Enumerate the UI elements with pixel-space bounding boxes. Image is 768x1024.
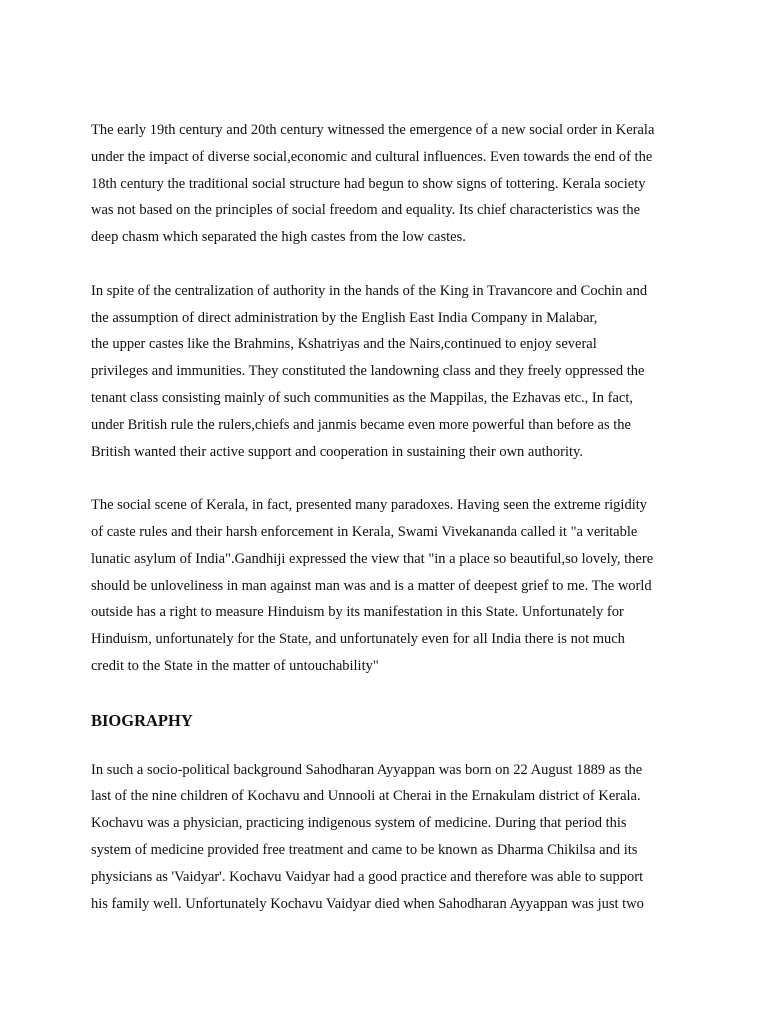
section-heading-biography: BIOGRAPHY — [91, 710, 193, 730]
text-line: tenant class consisting mainly of such communities as the Mappilas, the Ezhavas etc., In fact, — [91, 389, 633, 406]
text-line: system of medicine provided free treatment and came to be known as Dharma Chikilsa and its — [91, 841, 638, 858]
text-line: The social scene of Kerala, in fact, presented many paradoxes. Having seen the extreme rigidity — [91, 497, 648, 514]
text-line: Hinduism, unfortunately for the State, and unfortunately even for all India there is not much — [91, 631, 625, 648]
text-line: should be unloveliness in man against man was and is a matter of deepest grief to me. The world — [91, 577, 652, 594]
text-line: privileges and immunities. They constituted the landowning class and they freely oppressed the — [91, 363, 645, 380]
text-line: under the impact of diverse social,economic and cultural influences. Even towards the end of the — [91, 148, 653, 165]
text-line: physicians as 'Vaidyar'. Kochavu Vaidyar had a good practice and therefore was able to support — [91, 868, 644, 885]
text-line: outside has a right to measure Hinduism by its manifestation in this State. Unfortunately for — [91, 604, 624, 621]
text-line: was not based on the principles of social freedom and equality. Its chief characteristics was the — [91, 202, 641, 219]
text-line: 18th century the traditional social structure had begun to show signs of tottering. Kerala society — [91, 175, 646, 192]
text-line: The early 19th century and 20th century witnessed the emergence of a new social order in Kerala — [91, 122, 655, 138]
document-page — [91, 117, 691, 944]
text-line: credit to the State in the matter of untouchability" — [91, 657, 379, 674]
paragraph-caste-privileges — [91, 278, 691, 466]
text-line: his family well. Unfortunately Kochavu Vaidyar died when Sahodharan Ayyappan was just two — [91, 895, 644, 912]
paragraph-biography — [91, 757, 691, 918]
text-line: the upper castes like the Brahmins, Kshatriyas and the Nairs,continued to enjoy several — [91, 336, 597, 353]
text-line: In such a socio-political background Sahodharan Ayyappan was born on 22 August 1889 as the — [91, 761, 643, 778]
text-line: lunatic asylum of India".Gandhiji expressed the view that "in a place so beautiful,so lovely, there — [91, 550, 654, 567]
paragraph-paradoxes — [91, 492, 691, 680]
text-line: under British rule the rulers,chiefs and janmis became even more powerful than before as the — [91, 416, 631, 433]
text-line: of caste rules and their harsh enforcement in Kerala, Swami Vivekananda called it "a veritable — [91, 523, 638, 540]
text-line: last of the nine children of Kochavu and Unnooli at Cherai in the Ernakulam district of Kerala. — [91, 788, 641, 805]
text-line: the assumption of direct administration by the English East India Company in Malabar, — [91, 309, 598, 326]
text-line: In spite of the centralization of authority in the hands of the King in Travancore and Cochin and — [91, 282, 648, 299]
text-line: deep chasm which separated the high castes from the low castes. — [91, 229, 466, 246]
text-line: British wanted their active support and cooperation in sustaining their own authority. — [91, 443, 583, 460]
paragraph-social-order — [91, 117, 691, 251]
text-line: Kochavu was a physician, practicing indigenous system of medicine. During that period this — [91, 815, 627, 832]
